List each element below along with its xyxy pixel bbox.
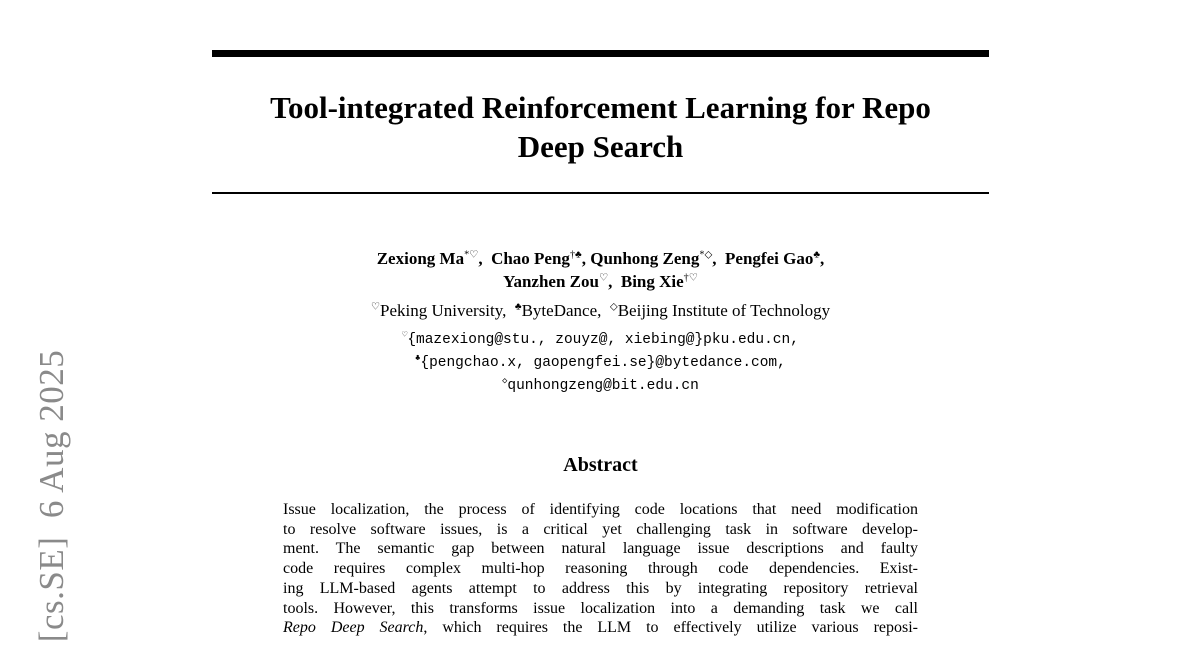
author-name: Qunhong Zeng [590,249,700,268]
email-line [212,352,989,375]
title-bottom-rule [212,192,989,194]
affiliations [212,300,989,322]
abstract-term-italic: Repo Deep Search [283,619,424,637]
email-line [212,375,989,398]
affiliation-name: Peking University, [380,301,507,320]
abstract-line: ment. The semantic gap between natural language issue descriptions and faulty [283,540,918,558]
arxiv-side-stamp: [cs.SE] 6 Aug 2025 [32,349,71,643]
author-name: Chao Peng [491,249,570,268]
affiliation-name: Beijing Institute of Technology [617,301,831,320]
abstract-heading: Abstract [563,454,638,476]
email-mark: ♡ [402,330,408,341]
author-marks: ♡ [598,272,609,284]
paper-title [212,88,989,166]
affiliation-mark: ◇ [609,301,618,313]
abstract-line: ing LLM-based agents attempt to address this by integrating repository retrieval [283,579,918,597]
abstract-line: Issue localization, the process of identifying code locations that need modification [283,501,918,518]
abstract-line: to resolve software issues, is a critical yet challenging task in software develop- [283,520,918,538]
affiliation-mark: ♡ [370,301,381,313]
affiliation-name: ByteDance, [521,301,602,320]
abstract-line [283,618,918,638]
author-name: Pengfei Gao [725,249,814,268]
author-list [212,247,989,293]
author-name: Zexiong Ma [376,249,465,268]
title-line-1: Tool-integrated Reinforcement Learning for Repo [270,90,931,125]
abstract-line-rest: , which requires the LLM to effectively utilize various reposi- [423,619,919,637]
author-marks: *◇ [699,249,713,261]
author-marks: †♣ [569,249,582,261]
author-name: Yanzhen Zou [503,272,599,291]
abstract-line: code requires complex multi-hop reasoning through code dependencies. Exist- [283,560,918,578]
author-marks: *♡ [464,249,479,261]
author-line-1: Zexiong Ma*♡, Chao Peng†♣, Qunhong Zeng*◇, Pengfei Gao♣, [376,249,825,268]
title-top-rule [212,50,989,57]
email-line [212,329,989,352]
author-line-2: Yanzhen Zou♡, Bing Xie†♡ [503,272,698,291]
email-text: {mazexiong@stu., zouyz@, xiebing@}pku.edu.cn, [407,332,799,348]
email-mark: ◇ [502,376,508,387]
email-text: qunhongzeng@bit.edu.cn [507,378,699,394]
abstract-body [283,500,918,638]
author-marks: ♣ [813,249,821,261]
author-marks: †♡ [683,272,698,284]
email-block [212,329,989,398]
email-mark: ♣ [415,353,421,364]
email-text: {pengchao.x, gaopengfei.se}@bytedance.com, [420,355,786,371]
affiliation-mark: ♣ [514,301,522,313]
abstract-line: tools. However, this transforms issue localization into a demanding task we call [283,599,918,617]
author-name: Bing Xie [620,272,684,291]
title-line-2: Deep Search [517,129,684,164]
